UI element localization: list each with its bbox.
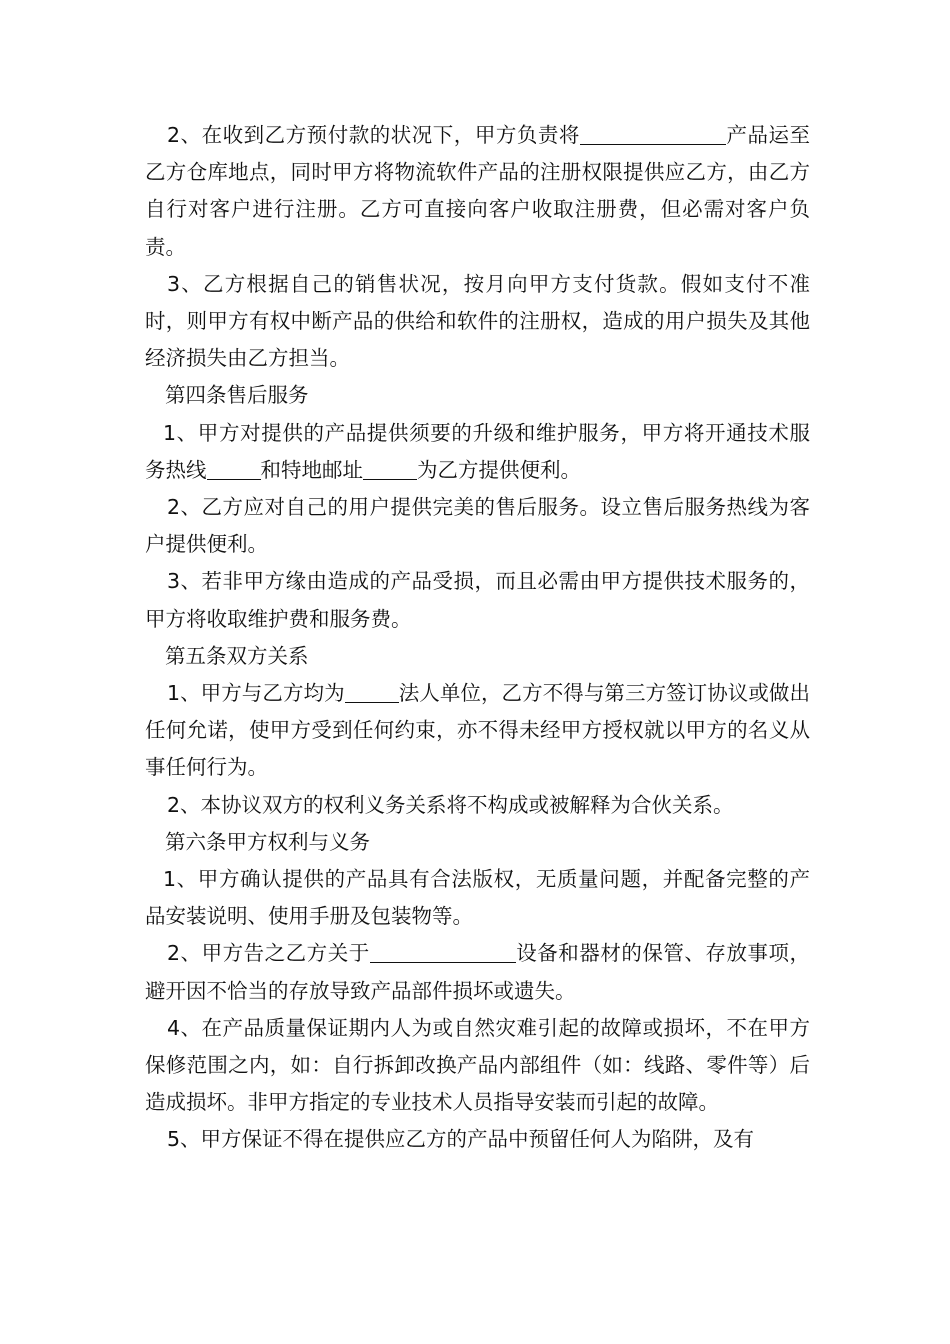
section-heading-after-sales: 第四条售后服务 [165, 383, 309, 408]
paragraph-text: 设备和器材的保管、存放事项，避开因不恰当的存放导致产品部件损坏或遗失。 [145, 941, 810, 1003]
paragraph-storage [145, 935, 810, 1009]
paragraph-copyright: 1、甲方确认提供的产品具有合法版权，无质量问题，并配备完整的产品安装说明、使用手册及包装物等。 [145, 867, 810, 929]
paragraph-partnership: 2、本协议双方的权利义务关系将不构成或被解释为合伙关系。 [167, 792, 734, 817]
paragraph-text: 法人单位，乙方不得与第三方签订协议或做出任何允诺，使甲方受到任何约束，亦不得未经甲方授权就以甲方的名义从事任何行为。 [145, 681, 811, 780]
paragraph-maintenance-fee: 3、若非甲方缘由造成的产品受损，而且必需由甲方提供技术服务的，甲方将收取维护费和服务费。 [145, 569, 810, 631]
paragraph-text: 2、在收到乙方预付款的状况下，甲方负责将 [167, 123, 580, 147]
paragraph-delivery [145, 117, 810, 266]
paragraph-upgrade-service [145, 415, 810, 489]
paragraph-text: 产品运至乙方仓库地点，同时甲方将物流软件产品的注册权限提供应乙方，由乙方自行对客户进行注册。乙方可直接向客户收取注册费，但必需对客户负责。 [145, 123, 810, 259]
paragraph-legal-entity [145, 675, 810, 787]
fill-in-blank [345, 680, 399, 703]
paragraph-customer-service: 2、乙方应对自己的用户提供完美的售后服务。设立售后服务热线为客户提供便利。 [145, 495, 810, 557]
section-heading-relationship: 第五条双方关系 [165, 643, 309, 668]
paragraph-text: 2、甲方告之乙方关于 [167, 941, 370, 966]
paragraph-text: 和特地邮址 [260, 457, 363, 482]
fill-in-blank [363, 457, 417, 480]
paragraph-text: 1、甲方对提供的产品提供须要的升级和维护服务，甲方将开通技术服务热线 [145, 420, 810, 482]
paragraph-payment: 3、乙方根据自己的销售状况，按月向甲方支付货款。假如支付不准时，则甲方有权中断产品的供给和软件的注册权，造成的用户损失及其他经济损失由乙方担当。 [145, 271, 810, 371]
paragraph-warranty-exclusions: 4、在产品质量保证期内人为或自然灾难引起的故障或损坏，不在甲方保修范围之内，如：自行拆卸改换产品内部组件（如：线路、零件等）后造成损坏。非甲方指定的专业技术人员指导安装而引起的故障。 [145, 1015, 810, 1115]
paragraph-no-traps: 5、甲方保证不得在提供应乙方的产品中预留任何人为陷阱，及有 [167, 1127, 755, 1152]
fill-in-blank [580, 122, 726, 145]
fill-in-blank [207, 457, 261, 480]
paragraph-text: 1、甲方与乙方均为 [167, 681, 345, 706]
fill-in-blank [370, 940, 516, 963]
document-body [145, 117, 810, 1159]
paragraph-text: 为乙方提供便利。 [417, 457, 581, 482]
section-heading-party-a-rights: 第六条甲方权利与义务 [165, 829, 370, 854]
